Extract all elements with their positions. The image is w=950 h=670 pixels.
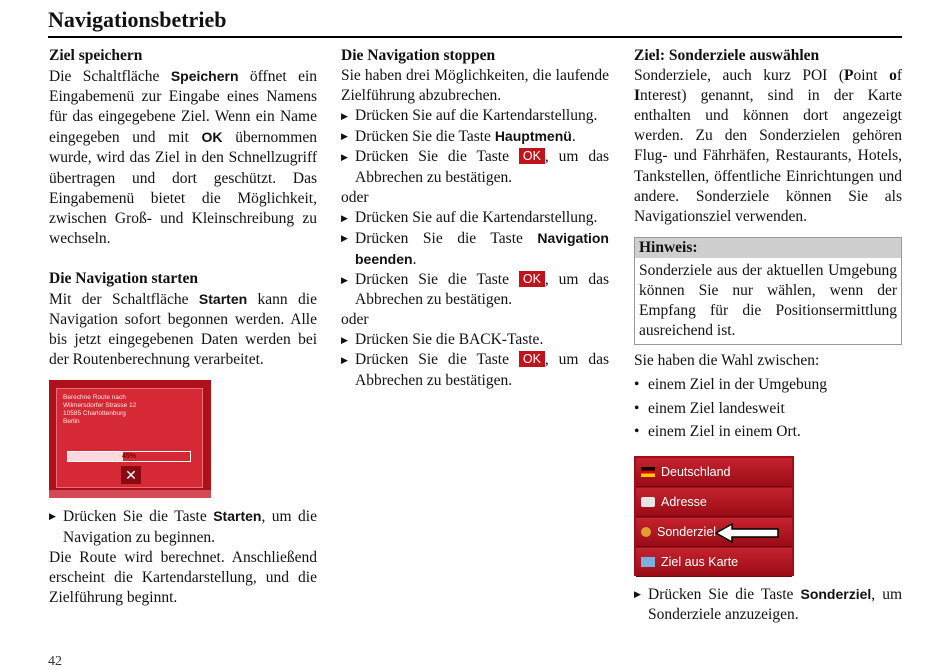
text-run: Drücken Sie die Taste (355, 128, 495, 146)
step-c1: ▶ Drücken Sie die BACK-Taste. (341, 330, 609, 350)
keyword-start: Starten (198, 291, 248, 308)
note-body: Sonderziele aus der aktuellen Umgebung können Sie nur wählen, wenn der Empfang für die Positionsermittlung ausreichend ist. (639, 261, 897, 340)
section-text-start (49, 289, 317, 370)
text-run: . (412, 250, 417, 268)
text-run: . (571, 128, 576, 146)
text-run: f (896, 67, 902, 85)
bold-letter: o (889, 67, 897, 85)
or-text: oder (341, 188, 369, 206)
step-a1: ▶ Drücken Sie auf die Kartendarstellung. (341, 106, 609, 126)
route-progress-bar (67, 451, 191, 462)
step-a2 (341, 126, 609, 147)
or-text: oder (341, 311, 369, 329)
text-run: nterest) genannt, sind in der Karte enthalten und können dort angezeigt werden. Zu den Sonderzielen gehören Flug- und Fährhäfen, Restaurants, Hotels, Tankstellen, öffentliche Einrichtungen und andere. Sonderziele können Sie als Navigationsziel verwenden. (634, 87, 902, 225)
text-run: , um das Abbrechen zu bestätigen. (355, 351, 610, 389)
route-calc-screenshot (49, 380, 211, 498)
text-run: Sonderziele, auch kurz POI ( (634, 67, 844, 85)
section-title-poi: Ziel: Sonderziele auswählen (634, 47, 820, 64)
text-run: Drücken Sie die Taste (355, 148, 519, 166)
menu-item-label: Deutschland (661, 465, 731, 480)
route-dialog (56, 388, 203, 488)
ok-button-badge: OK (519, 271, 545, 287)
page-number: 42 (48, 654, 62, 669)
menu-item-address[interactable] (636, 488, 792, 517)
text-run: , um das Abbrechen zu bestätigen. (355, 271, 610, 309)
route-line-4: Berlin (63, 418, 80, 426)
flag-de-icon (641, 467, 655, 477)
address-book-icon (641, 497, 655, 507)
note-box (634, 237, 902, 345)
text-run: Drücken Sie die Taste (648, 586, 801, 604)
text-run: Drücken Sie die Taste (63, 508, 214, 526)
text-run: öffnet ein Eingabemenü zur Eingabe eines Namens für das eingegebene Ziel. Wenn ein Name eingegeben und mit (49, 68, 318, 147)
step-b3 (341, 270, 609, 310)
section-title-stop: Die Navigation stoppen (341, 47, 496, 64)
menu-item-label: Sonderziel (657, 525, 717, 540)
keyword-end-navigation: Navigation beenden (355, 229, 609, 267)
section-title-start: Die Navigation starten (49, 269, 198, 287)
bold-letter: I (634, 87, 641, 105)
progress-label: 45% (121, 453, 136, 461)
header-rule (48, 36, 902, 38)
menu-item-label: Adresse (661, 495, 707, 510)
text-run: kann die Navigation sofort begonnen werden. Alle bis jetzt eingegebenen Daten werden bei der Routenberechnung verarbeitet. (49, 291, 317, 369)
note-title: Hinweis: (635, 238, 901, 258)
spacer (49, 249, 317, 269)
page-title: Navigationsbetrieb (48, 7, 227, 32)
arrow-left-icon (714, 522, 780, 544)
route-line-2: Wilmersdorfer Strasse 12 (63, 402, 137, 410)
section-intro-stop: Sie haben drei Möglichkeiten, die laufende Zielführung abzubrechen. (341, 67, 609, 105)
keyword-ok: OK (201, 129, 223, 146)
text-run: Die Schaltfläche (49, 68, 171, 86)
text-run: übernommen wurde, wird das Ziel in den Schnellzugriff übertragen und dort geschützt. Das Eingabemenü bietet die Möglichkeit, zwischen Groß- und Kleinschreibung zu wechseln. (49, 129, 317, 247)
ok-button-badge: OK (519, 351, 545, 367)
close-icon[interactable]: ✕ (121, 466, 141, 484)
section-text-poi (634, 66, 902, 227)
column-2 (341, 46, 609, 391)
text-run: , um die Navigation zu beginnen. (63, 508, 317, 546)
text-run: Drücken Sie die Taste (355, 351, 519, 369)
step-c2 (341, 350, 609, 390)
text-run: Mit der Schaltfläche (49, 291, 199, 309)
menu-item-label: Ziel aus Karte (661, 555, 739, 570)
step-a3 (341, 147, 609, 187)
ok-button-badge: OK (519, 148, 545, 164)
column-1 (49, 46, 317, 608)
bullet-item: • einem Ziel in der Umgebung (634, 375, 902, 395)
step-b2 (341, 228, 609, 270)
text-run: , um das Abbrechen zu bestätigen. (355, 148, 610, 186)
step-start-navigation (49, 506, 317, 547)
route-line-1: Berechne Route nach (63, 394, 126, 402)
text-run: oint (853, 67, 890, 85)
section-title-save: Ziel speichern (49, 47, 143, 64)
menu-item-germany[interactable] (636, 458, 792, 487)
bullet-item: • einem Ziel landesweit (634, 399, 902, 419)
map-icon (641, 557, 655, 567)
text-run: Drücken Sie die Taste (355, 229, 538, 247)
bullet-item: • einem Ziel in einem Ort. (634, 422, 902, 442)
keyword-start: Starten (213, 508, 262, 525)
step-show-poi (634, 584, 902, 625)
keyword-poi: Sonderziel (800, 586, 872, 603)
route-line-3: 10585 Charlottenburg (63, 410, 126, 418)
keyword-main-menu: Hauptmenü (494, 128, 572, 145)
step-b1: ▶ Drücken Sie auf die Kartendarstellung. (341, 208, 609, 228)
text-run: , um Sonderziele anzuzeigen. (648, 586, 903, 624)
route-dialog-text (57, 389, 202, 426)
section-text-save (49, 66, 317, 249)
column-3 (634, 46, 902, 625)
choice-intro: Sie haben die Wahl zwischen: (634, 352, 820, 370)
menu-item-map-destination[interactable] (636, 548, 792, 577)
route-result-text: Die Route wird berechnet. Anschließend erscheint die Kartendarstellung, und die Zielführung beginnt. (49, 548, 317, 606)
destination-menu-screenshot (634, 456, 794, 576)
text-run: Drücken Sie die Taste (355, 271, 519, 289)
keyword-save: Speichern (170, 68, 239, 85)
page-header (48, 6, 902, 38)
screen-footer-bar (49, 490, 211, 498)
poi-icon (641, 527, 651, 537)
bold-letter: P (843, 67, 854, 85)
